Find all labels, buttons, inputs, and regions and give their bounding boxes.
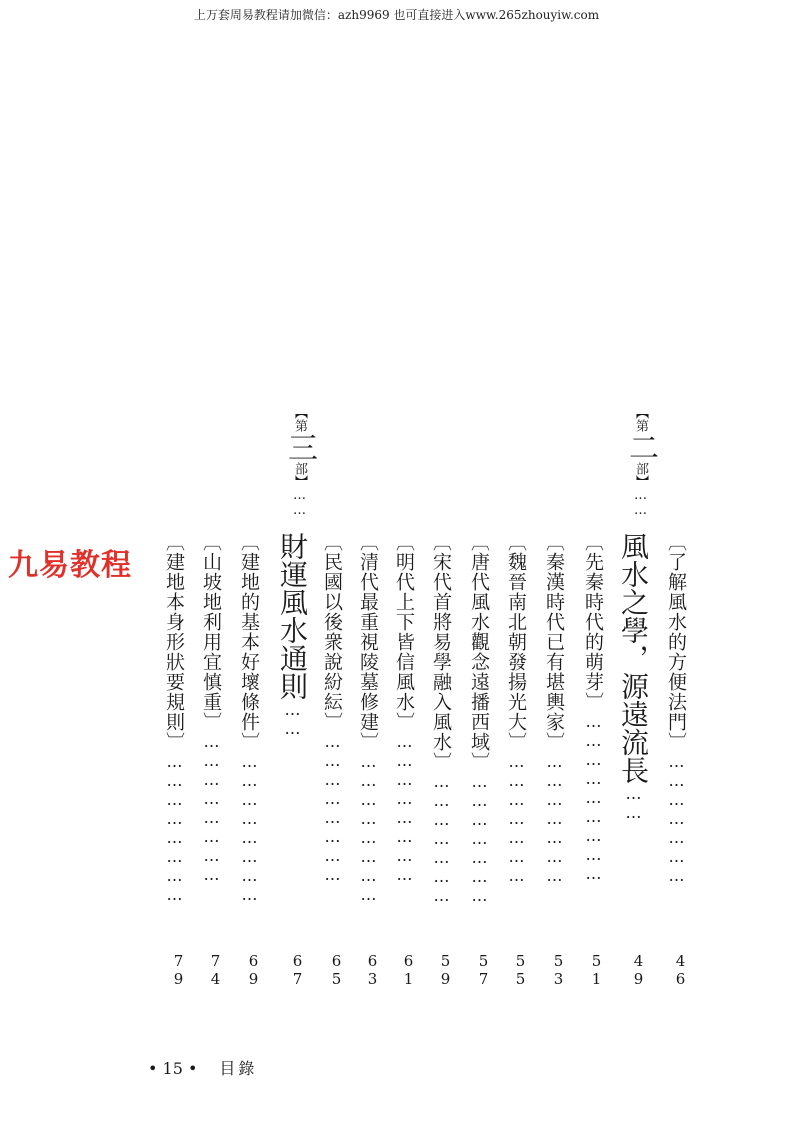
toc-leader-dots: ………………… bbox=[667, 752, 686, 885]
toc-entry[interactable] bbox=[506, 532, 525, 885]
toc-entry-title: 〔山坡地利用宜慎重〕 bbox=[200, 532, 222, 732]
part-dots: …… bbox=[633, 488, 648, 518]
toc-page-number: 55 bbox=[511, 952, 530, 988]
toc-page-number: 79 bbox=[169, 952, 188, 988]
part-number: 二 bbox=[623, 432, 658, 462]
footer-page-number: • 15 • bbox=[148, 1059, 198, 1078]
promo-header: 上万套周易教程请加微信：azh9969 也可直接进入www.265zhouyiw.com bbox=[193, 8, 600, 22]
watermark-logo: 九易教程 bbox=[8, 548, 132, 583]
toc-leader-dots: …………………… bbox=[165, 752, 184, 904]
toc-entry-title: 〔民國以後衆說紛紜〕 bbox=[321, 532, 343, 732]
toc-leader-dots: ………………… bbox=[432, 772, 451, 905]
toc-page-number: 59 bbox=[436, 952, 455, 988]
toc-page-number: 53 bbox=[549, 952, 568, 988]
toc-entry-title: 〔建地的基本好壞條件〕 bbox=[238, 532, 260, 752]
part-title[interactable] bbox=[617, 532, 650, 822]
part-title-dots: …… bbox=[283, 700, 302, 738]
toc-entry[interactable] bbox=[544, 532, 563, 885]
page-footer bbox=[148, 1056, 257, 1079]
part-close: 部】 bbox=[633, 462, 648, 488]
toc-entry-title: 〔了解風水的方便法門〕 bbox=[665, 532, 687, 752]
toc-entry-title: 〔先秦時代的萌芽〕 bbox=[582, 532, 604, 712]
part-open: 【第 bbox=[292, 406, 307, 432]
toc-entry-title: 〔魏晉南北朝發揚光大〕 bbox=[505, 532, 527, 752]
toc-leader-dots: …………………… bbox=[359, 752, 378, 904]
toc-page-number: 61 bbox=[399, 952, 418, 988]
toc-leader-dots: ………………… bbox=[545, 752, 564, 885]
part-dots: …… bbox=[292, 488, 307, 518]
toc-entry[interactable] bbox=[239, 532, 258, 904]
part-title-dots: …… bbox=[624, 784, 643, 822]
toc-page-number: 46 bbox=[671, 952, 690, 988]
toc-entry-title: 〔建地本身形狀要規則〕 bbox=[163, 532, 185, 752]
part-label bbox=[283, 406, 316, 518]
part-page-number: 67 bbox=[288, 952, 307, 988]
toc-entry[interactable] bbox=[666, 532, 685, 885]
toc-leader-dots: ………………… bbox=[507, 752, 526, 885]
toc-entry-title: 〔秦漢時代已有堪輿家〕 bbox=[543, 532, 565, 752]
toc-page-number: 74 bbox=[206, 952, 225, 988]
toc-page-number: 51 bbox=[587, 952, 606, 988]
part-open: 【第 bbox=[633, 406, 648, 432]
footer-section-title: 目錄 bbox=[219, 1059, 258, 1078]
part-number: 三 bbox=[282, 432, 317, 462]
toc-page-number: 69 bbox=[244, 952, 263, 988]
toc-entry-title: 〔唐代風水觀念遠播西域〕 bbox=[468, 532, 490, 772]
toc-entry[interactable] bbox=[469, 532, 488, 905]
part-label bbox=[624, 406, 657, 518]
part-title[interactable] bbox=[276, 532, 309, 738]
toc-leader-dots: ………………… bbox=[470, 772, 489, 905]
toc-leader-dots: …………………… bbox=[240, 752, 259, 904]
toc-entry-title: 〔明代上下皆信風水〕 bbox=[393, 532, 415, 732]
part-title-text: 財運風水通則 bbox=[276, 532, 309, 700]
toc-page-number: 65 bbox=[327, 952, 346, 988]
toc-leader-dots: …………………… bbox=[202, 732, 221, 884]
toc-entry[interactable] bbox=[431, 532, 450, 905]
toc-page-number: 63 bbox=[363, 952, 382, 988]
toc-entry[interactable] bbox=[394, 532, 413, 884]
toc-entry[interactable] bbox=[164, 532, 183, 904]
toc-entry[interactable] bbox=[201, 532, 220, 884]
part-title-text: 風水之學，源遠流長 bbox=[617, 532, 650, 784]
toc-leader-dots: …………………… bbox=[395, 732, 414, 884]
toc-entry-title: 〔宋代首將易學融入風水〕 bbox=[430, 532, 452, 772]
toc-entry[interactable] bbox=[358, 532, 377, 904]
toc-entry-title: 〔清代最重視陵墓修建〕 bbox=[357, 532, 379, 752]
part-page-number: 49 bbox=[629, 952, 648, 988]
part-close: 部】 bbox=[292, 462, 307, 488]
toc-leader-dots: ……………………… bbox=[584, 712, 603, 883]
toc-leader-dots: …………………… bbox=[323, 732, 342, 884]
toc-entry[interactable] bbox=[322, 532, 341, 884]
toc-entry[interactable] bbox=[583, 532, 602, 883]
toc-page-number: 57 bbox=[474, 952, 493, 988]
